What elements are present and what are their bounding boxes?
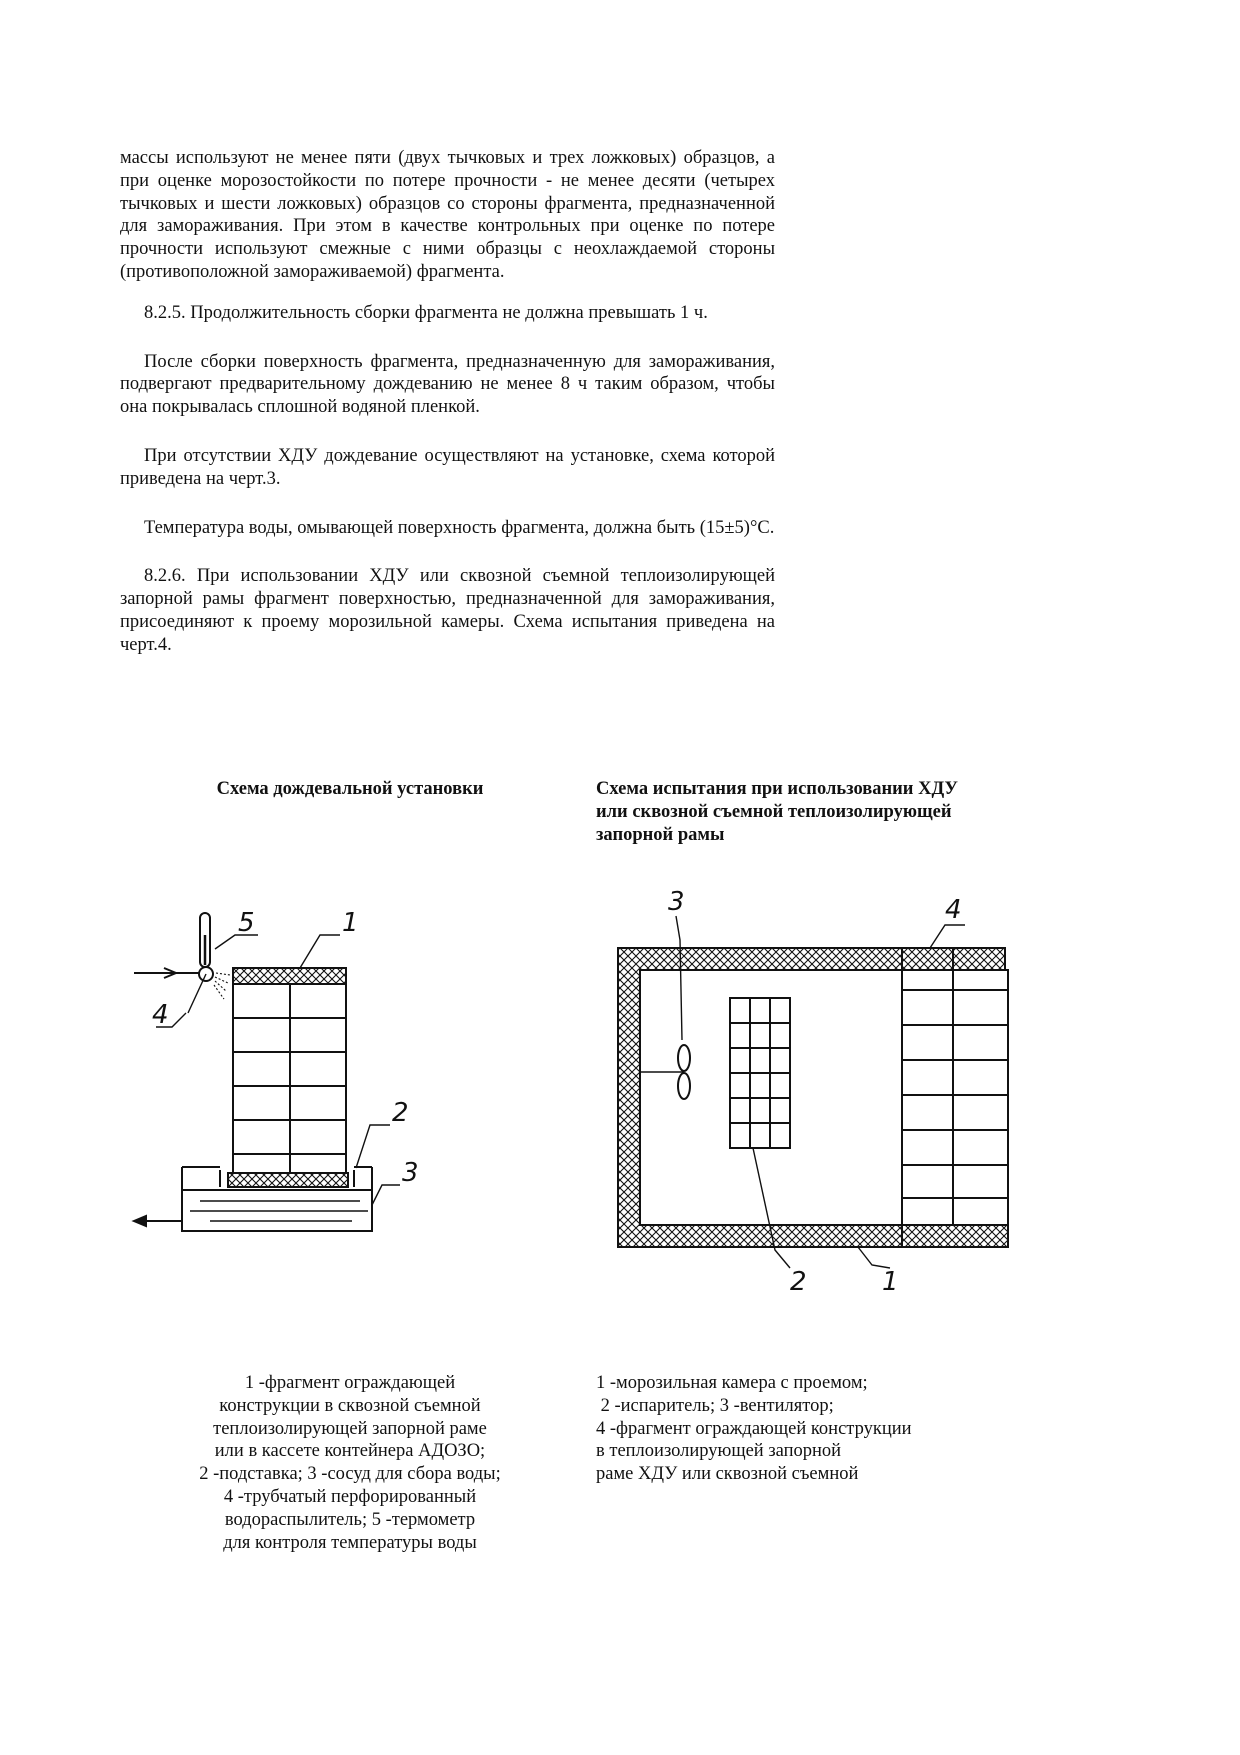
body-text [120,147,775,683]
callout-label-4: 4 [945,895,962,925]
freezer-chamber-diagram [600,880,1020,1300]
figure-right-title-line: или сквозной съемной теплоизолирующей [596,801,952,822]
legend-line: конструкции в сквозной съемной [219,1395,481,1416]
bottom-hatched-band [228,1173,348,1187]
sprinkling-installation-diagram [120,895,440,1275]
top-hatched-band [233,968,346,984]
legend-line: 4 -фрагмент ограждающей конструкции [596,1418,912,1439]
callout-label-1: 1 [342,908,359,938]
legend-line: в теплоизолирующей запорной [596,1441,842,1462]
figure-right-title [596,778,1016,846]
fragment-wall [902,970,1008,1225]
callout-label-4: 4 [152,1000,169,1030]
callout-label-2: 2 [790,1267,807,1297]
callout-label-5: 5 [238,908,255,938]
legend-line: или в кассете контейнера АДОЗО; [214,1441,486,1462]
paragraph: При отсутствии ХДУ дождевание осуществляют на установке, схема которой приведена на черт.3. [120,445,775,489]
callout-label-3: 3 [402,1158,419,1188]
figure-left-legend [150,1372,550,1554]
callout-label-1: 1 [882,1267,899,1297]
callout-label-3: 3 [668,887,685,917]
figure-right-legend [596,1372,1016,1486]
paragraph: 8.2.5. Продолжительность сборки фрагмента не должна превышать 1 ч. [144,302,708,323]
legend-line: 1 -морозильная камера с проемом; [596,1373,868,1393]
legend-line: для контроля температуры воды [223,1532,477,1553]
legend-line: 2 -подставка; 3 -сосуд для сбора воды; [199,1464,501,1485]
paragraph: После сборки поверхность фрагмента, предназначенную для замораживания, подвергают предварительному дождеванию не менее 8 ч таким образом, чтобы она покрывалась сплошной водяной пленкой. [120,351,775,418]
legend-line: 1 -фрагмент ограждающей [244,1373,456,1393]
legend-line: раме ХДУ или сквозной съемной [596,1464,859,1485]
figure-left-title: Схема дождевальной установки [216,779,484,799]
figure-right-title-line: Схема испытания при использовании ХДУ [596,779,958,799]
paragraph: массы используют не менее пяти (двух тычковых и трех ложковых) образцов, а при оценке морозостойкости по потере прочности - не менее десяти (четырех тычковых и шести ложковых) образцов со стороны фрагмента, предназначенной для замораживания. При этом в качестве контрольных при оценке по потере прочности используют смежные с ними образцы с неохлаждаемой стороны (противоположной замораживаемой) фрагмента. [120,148,775,282]
legend-line: водораспылитель; 5 -термометр [224,1509,476,1530]
fragment-frame-bottom [902,1225,1008,1247]
legend-line: 2 -испаритель; 3 -вентилятор; [596,1395,834,1416]
legend-line: 4 -трубчатый перфорированный [223,1486,477,1507]
paragraph: Температура воды, омывающей поверхность фрагмента, должна быть (15±5)°С. [144,517,775,538]
callout-label-2: 2 [392,1098,409,1128]
legend-line: теплоизолирующей запорной раме [213,1418,487,1439]
figure-right-title-line: запорной рамы [596,824,725,845]
paragraph: 8.2.6. При использовании ХДУ или сквозной съемной теплоизолирующей запорной рамы фрагмент поверхностью, предназначенной для замораживания, присоединяют к проему морозильной камеры. Схема испытания приведена на черт.4. [120,566,775,655]
